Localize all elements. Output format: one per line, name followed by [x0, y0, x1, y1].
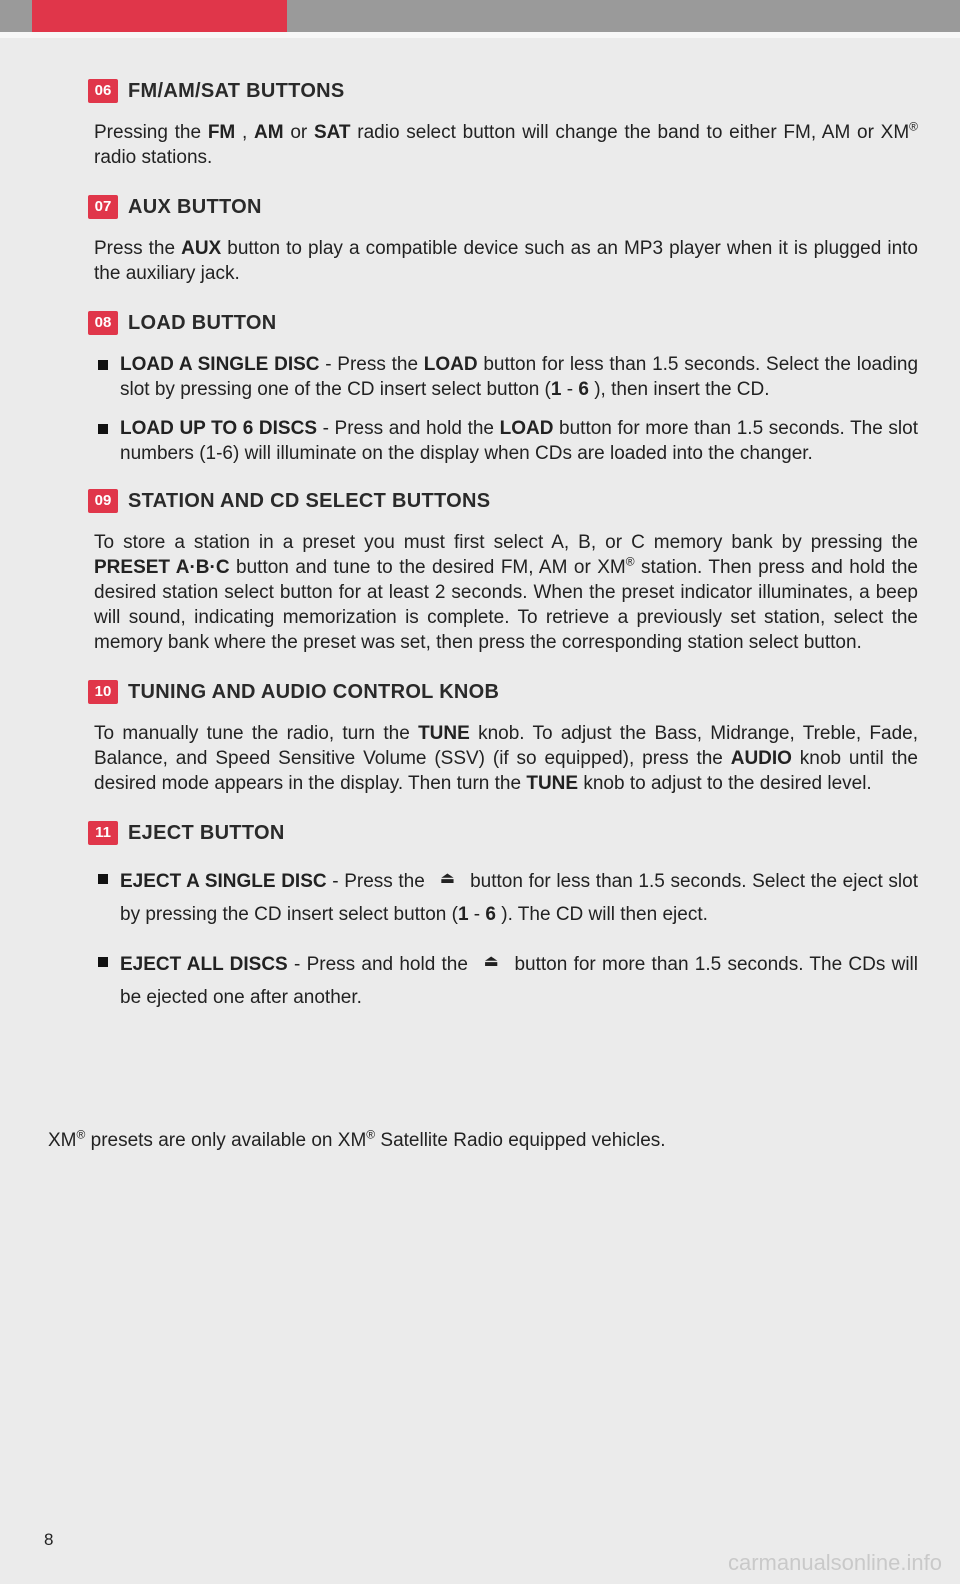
top-accent-block	[32, 0, 287, 32]
section-title: TUNING AND AUDIO CONTROL KNOB	[128, 680, 500, 703]
page-number: 8	[44, 1530, 54, 1549]
section-badge: 09	[88, 489, 118, 513]
section-08-heading	[88, 308, 918, 338]
bullet-square-icon	[98, 874, 108, 884]
section-10-heading	[88, 677, 918, 707]
section-06-body: Pressing the FM , AM or SAT radio select button will change the band to either FM, AM or XM® radio stations.	[94, 119, 918, 168]
bullet-square-icon	[98, 360, 108, 370]
section-title: FM/AM/SAT BUTTONS	[128, 79, 345, 102]
section-09-heading	[88, 486, 918, 516]
list-item: LOAD UP TO 6 DISCS - Press and hold the LOAD button for more than 1.5 seconds. The slot numbers (1-6) will illuminate on the display when CDs are loaded into the changer.	[88, 416, 918, 466]
manual-content	[88, 76, 918, 1034]
section-badge: 06	[88, 79, 118, 103]
top-divider	[0, 32, 960, 38]
bullet-square-icon	[98, 957, 108, 967]
bullet-square-icon	[98, 424, 108, 434]
section-title: EJECT BUTTON	[128, 821, 285, 844]
section-07-heading	[88, 192, 918, 222]
top-color-bar	[0, 0, 960, 32]
section-11-heading	[88, 818, 918, 848]
section-11-list	[88, 862, 918, 1014]
section-badge: 11	[88, 821, 118, 845]
section-06-heading	[88, 76, 918, 106]
section-badge: 07	[88, 195, 118, 219]
section-badge: 10	[88, 680, 118, 704]
section-badge: 08	[88, 311, 118, 335]
section-09-body: To store a station in a preset you must first select A, B, or C memory bank by pressing the PRESET A·B·C button and tune to the desired FM, AM or XM® station. Then press and hold the desired station select button for at least 2 seconds. When the preset indicator illuminates, a beep will sound, indicating memorization is complete. To retrieve a previously set station, select the memory bank where the preset was set, then press the corresponding station select button.	[94, 532, 918, 653]
section-07-body: Press the AUX button to play a compatible device such as an MP3 player when it is plugged into the auxiliary jack.	[94, 238, 918, 284]
section-title: STATION AND CD SELECT BUTTONS	[128, 489, 491, 512]
section-10-body: To manually tune the radio, turn the TUNE knob. To adjust the Bass, Midrange, Treble, Fade, Balance, and Speed Sensitive Volume (SSV) (if so equipped), press the AUDIO knob until the desired mode appears in the display. Then turn the TUNE knob to adjust to the desired level.	[94, 723, 918, 794]
section-title: AUX BUTTON	[128, 195, 262, 218]
eject-icon: ⏏	[439, 870, 456, 887]
footnote: XM® presets are only available on XM® Satellite Radio equipped vehicles.	[48, 1127, 666, 1151]
list-item: LOAD A SINGLE DISC - Press the LOAD button for less than 1.5 seconds. Select the loading slot by pressing one of the CD insert select button (1 - 6 ), then insert the CD.	[88, 352, 918, 402]
section-08-list	[88, 352, 918, 466]
list-item: EJECT A SINGLE DISC - Press the ⏏ button for less than 1.5 seconds. Select the eject slot by pressing the CD insert select button (1 - 6 ). The CD will then eject.	[88, 862, 918, 931]
section-title: LOAD BUTTON	[128, 311, 277, 334]
watermark: carmanualsonline.info	[727, 1550, 942, 1575]
list-item: EJECT ALL DISCS - Press and hold the ⏏ button for more than 1.5 seconds. The CDs will be ejected one after another.	[88, 945, 918, 1014]
eject-icon: ⏏	[483, 953, 499, 970]
